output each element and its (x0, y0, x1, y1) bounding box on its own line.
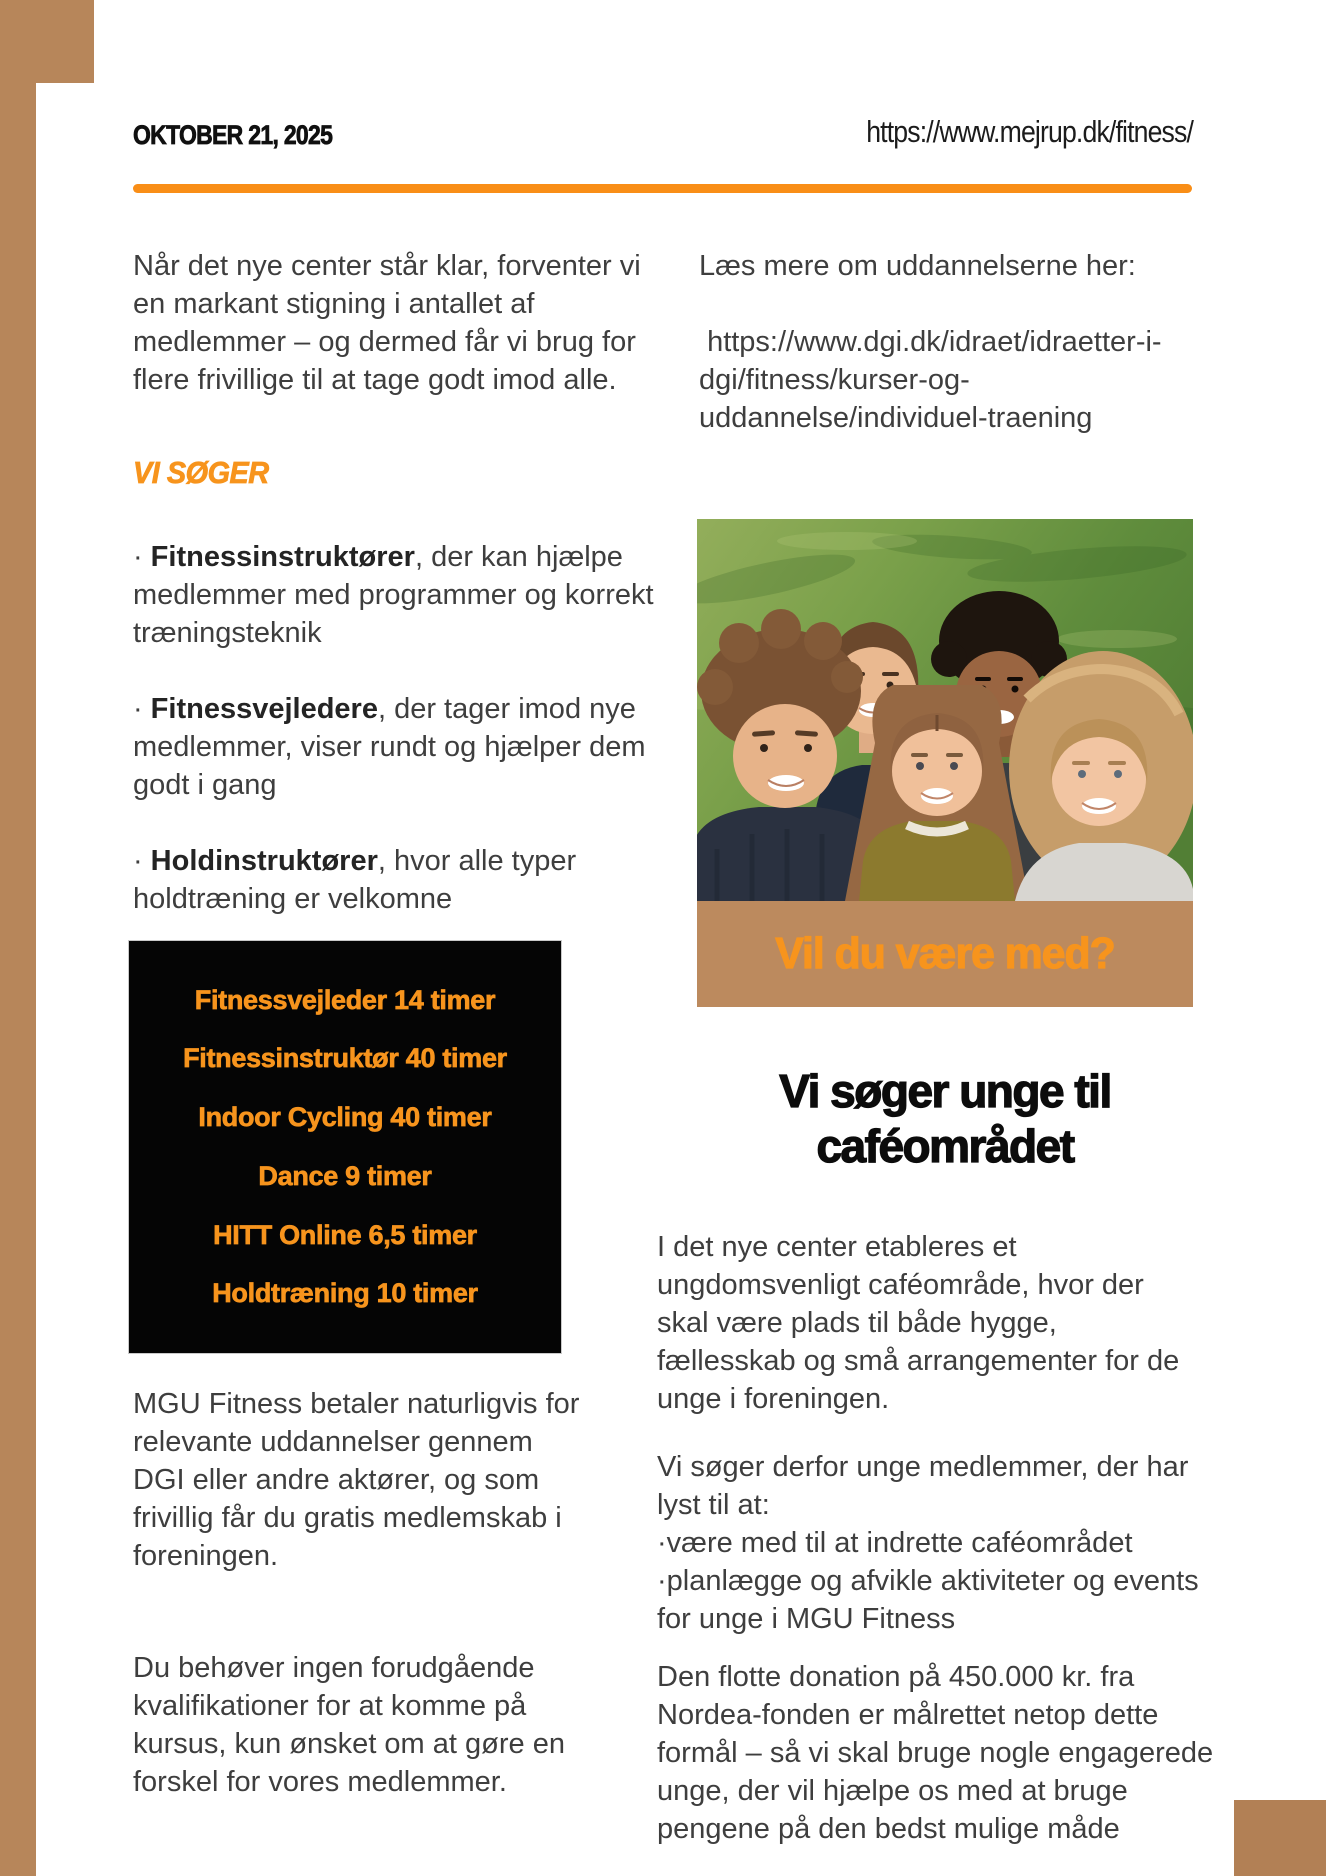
left-edge-stripe (0, 0, 36, 1876)
heading-line: Vi søger unge til (779, 1065, 1111, 1117)
person-girl-center (845, 685, 1029, 901)
seek-intro: Vi søger derfor unge medlemmer, der har lyst til at: (657, 1451, 1189, 1521)
issue-date: OKTOBER 21, 2025 (133, 120, 333, 150)
intro-paragraph: Når det nye center står klar, forventer vi en markant stigning i antallet af medlemmer – og dermed får vi brug for flere frivillige til at tage godt imod alle. (133, 250, 641, 396)
qualifications-paragraph: Du behøver ingen forudgående kvalifikationer for at komme på kursus, kun ønsket om at gøre en forskel for vores medlemmer. (133, 1652, 565, 1798)
seek-bullet (657, 1562, 1217, 1638)
seek-paragraph (657, 1448, 1217, 1638)
dgi-education-link[interactable]: https://www.dgi.dk/idraet/idraetter-i-dgi/fitness/kurser-og-uddannelse/individuel-traening (699, 326, 1162, 434)
bullet-marker: · (133, 541, 143, 573)
course-hours-box (128, 940, 562, 1354)
donation-paragraph: Den flotte donation på 450.000 kr. fra Nordea-fonden er målrettet netop dette formål – så vi skal bruge nogle engagerede unge, der vil hjælpe os med at bruge pengene på den bedst mulige måde (657, 1661, 1214, 1845)
bullet-marker: · (133, 845, 143, 877)
cafe-paragraph: I det nye center etableres et ungdomsvenligt caféområde, hvor der skal være plads til både hygge, fællesskab og små arrangementer for de unge i foreningen. (657, 1231, 1180, 1415)
person-girl-right (1009, 651, 1193, 901)
bullet-rest: , der tager imod nye medlemmer, viser rundt og hjælper dem godt i gang (133, 693, 646, 801)
seek-bullet-text: planlægge og afvikle aktiviteter og events for unge i MGU Fitness (657, 1565, 1199, 1635)
payment-paragraph: MGU Fitness betaler naturligvis for relevante uddannelser gennem DGI eller andre aktører, og som frivillig får du gratis medlemskab i foreningen. (133, 1388, 580, 1572)
orange-divider-rule (133, 184, 1192, 193)
seek-bullet (657, 1524, 1217, 1562)
bullet-lead: Fitnessvejledere (150, 693, 378, 725)
bullet-marker: · (133, 693, 143, 725)
course-item: Fitnessvejleder 14 timer (194, 984, 496, 1015)
photo-caption: Vil du være med? (775, 929, 1115, 978)
seek-bullet-text: være med til at indrette caféområdet (666, 1527, 1133, 1559)
heading-line: caféområdet (816, 1120, 1074, 1172)
bullet-rest: , der kan hjælpe medlemmer med programmer og korrekt træningsteknik (133, 541, 654, 649)
bullet-lead: Fitnessinstruktører (150, 541, 415, 573)
bullet-rest: , hvor alle typer holdtræning er velkomne (133, 845, 577, 915)
course-item: Dance 9 timer (258, 1160, 432, 1191)
masthead-url: https://www.mejrup.dk/fitness/ (866, 114, 1193, 149)
cafe-section-heading (655, 1064, 1235, 1174)
course-item: Holdtræning 10 timer (212, 1278, 478, 1309)
bullet-marker: · (657, 1527, 667, 1559)
group-photo (697, 519, 1193, 901)
course-item: Indoor Cycling 40 timer (198, 1102, 492, 1133)
bullet-marker: · (657, 1565, 667, 1597)
bullet-fitnessvejledere (133, 690, 678, 804)
bottom-right-corner-square (1234, 1800, 1326, 1876)
bullet-lead: Holdinstruktører (150, 845, 378, 877)
bullet-holdinstruktorer (133, 842, 678, 918)
course-item: HITT Online 6,5 timer (213, 1219, 477, 1250)
photo-card (697, 519, 1193, 1007)
section-heading-vi-soger: VI SØGER (133, 455, 269, 490)
bullet-fitnessinstruktorer (133, 538, 678, 652)
course-item: Fitnessinstruktør 40 timer (183, 1043, 507, 1074)
read-more-label: Læs mere om uddannelserne her: (699, 250, 1136, 282)
top-left-corner-square (0, 0, 94, 83)
photo-caption-band (697, 901, 1193, 1007)
